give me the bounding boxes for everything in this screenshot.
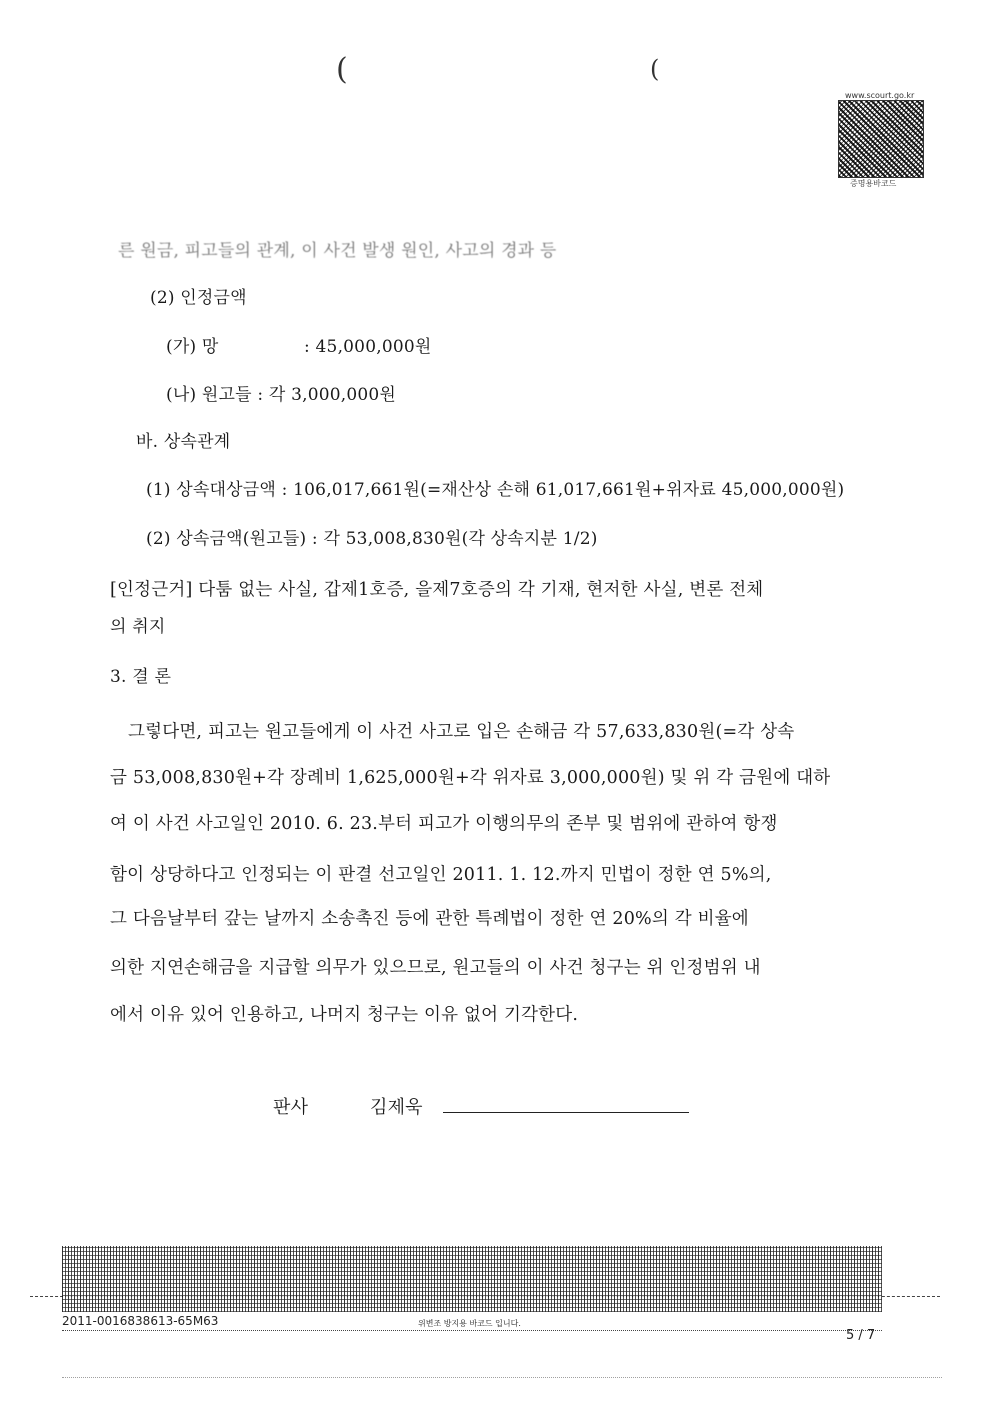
- judge-title: 판사: [273, 1097, 309, 1118]
- conclusion-line-5: 그 다음날부터 갚는 날까지 소송촉진 등에 관한 특례법이 정한 연 20%의 각 비율에: [110, 909, 749, 929]
- faded-text-line: 른 원금, 피고들의 관계, 이 사건 발생 원인, 사고의 경과 등: [118, 241, 557, 261]
- conclusion-line-3: 여 이 사건 사고일인 2010. 6. 23.부터 피고가 이행의무의 존부 및 범위에 관하여 항쟁: [110, 814, 778, 834]
- bottom-rule: [62, 1377, 942, 1378]
- conclusion-line-2: 금 53,008,830원+각 장례비 1,625,000원+각 위자료 3,000,000원) 및 위 각 금원에 대하: [110, 768, 831, 788]
- conclusion-line-6: 의한 지연손해금을 지급할 의무가 있으므로, 원고들의 이 사건 청구는 위 인정범위 내: [110, 958, 761, 978]
- verification-qr-code: [838, 100, 924, 178]
- section-ba-title: 바. 상속관계: [136, 432, 231, 452]
- page-number: 5 / 7: [846, 1328, 876, 1343]
- document-code: 2011-0016838613-65M63: [62, 1314, 219, 1328]
- section-2-b: (나) 원고들 : 각 3,000,000원: [166, 385, 397, 405]
- section-2-a-label: (가) 망: [166, 337, 219, 357]
- scan-mark: (: [336, 52, 348, 87]
- section-3-title: 3. 결 론: [110, 667, 172, 687]
- section-2-a-value: : 45,000,000원: [304, 337, 432, 357]
- barcode-notice: 위변조 방지용 바코드 입니다.: [418, 1319, 521, 1328]
- anti-forgery-barcode: [62, 1246, 882, 1312]
- section-2-title: (2) 인정금액: [150, 288, 247, 308]
- judge-name: 김제욱: [370, 1097, 423, 1118]
- basis-line-2: 의 취지: [110, 617, 166, 637]
- qr-url: www.scourt.go.kr: [845, 91, 915, 100]
- scan-mark: (: [650, 55, 660, 83]
- conclusion-line-7: 에서 이유 있어 인용하고, 나머지 청구는 이유 없어 기각한다.: [110, 1005, 579, 1025]
- section-ba-2: (2) 상속금액(원고들) : 각 53,008,830원(각 상속지분 1/2): [146, 529, 598, 549]
- signature-line: [443, 1112, 689, 1113]
- conclusion-line-1: 그렇다면, 피고는 원고들에게 이 사건 사고로 입은 손해금 각 57,633,830원(=각 상속: [128, 722, 795, 742]
- qr-caption: 증명용바코드: [850, 179, 897, 188]
- footer-divider-lower: [62, 1330, 882, 1331]
- section-ba-1: (1) 상속대상금액 : 106,017,661원(=재산상 손해 61,017,661원+위자료 45,000,000원): [146, 480, 845, 500]
- conclusion-line-4: 함이 상당하다고 인정되는 이 판결 선고일인 2011. 1. 12.까지 민법이 정한 연 5%의,: [110, 865, 772, 885]
- basis-line-1: [인정근거] 다툼 없는 사실, 갑제1호증, 을제7호증의 각 기재, 현저한 사실, 변론 전체: [110, 580, 764, 600]
